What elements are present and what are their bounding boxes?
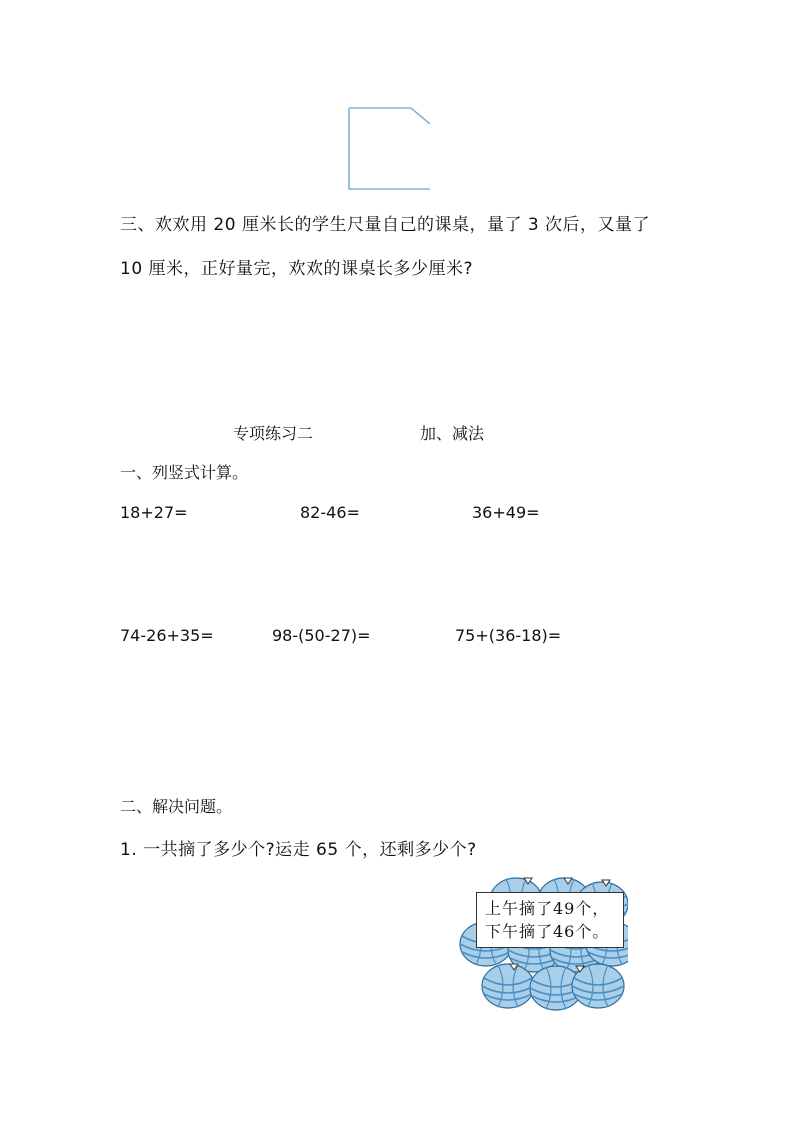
sign-line-2: 下午摘了46个。 [485, 922, 610, 941]
calc-item: 18+27= [120, 503, 188, 522]
calc-item: 74-26+35= [120, 626, 214, 645]
harvest-sign [476, 892, 624, 948]
pentagon-shape-figure [340, 100, 435, 195]
calc-item: 36+49= [472, 503, 540, 522]
section-title-right: 加、减法 [420, 424, 485, 443]
question-3-line-2: 10 厘米，正好量完，欢欢的课桌长多少厘米? [120, 259, 474, 279]
question-3-line-1: 三、欢欢用 20 厘米长的学生尺量自己的课桌，量了 3 次后，又量了 [120, 215, 651, 235]
watermelon-illustration [452, 874, 628, 1022]
section-title-left: 专项练习二 [233, 424, 314, 443]
sign-line-1: 上午摘了49个， [485, 899, 610, 918]
problem-1-text: 1. 一共摘了多少个?运走 65 个，还剩多少个? [120, 840, 477, 860]
part-1-heading: 一、列竖式计算。 [120, 463, 249, 482]
calc-item: 98-(50-27)= [272, 626, 371, 645]
part-2-heading: 二、解决问题。 [120, 797, 233, 816]
calc-item: 75+(36-18)= [455, 626, 562, 645]
calc-item: 82-46= [300, 503, 360, 522]
